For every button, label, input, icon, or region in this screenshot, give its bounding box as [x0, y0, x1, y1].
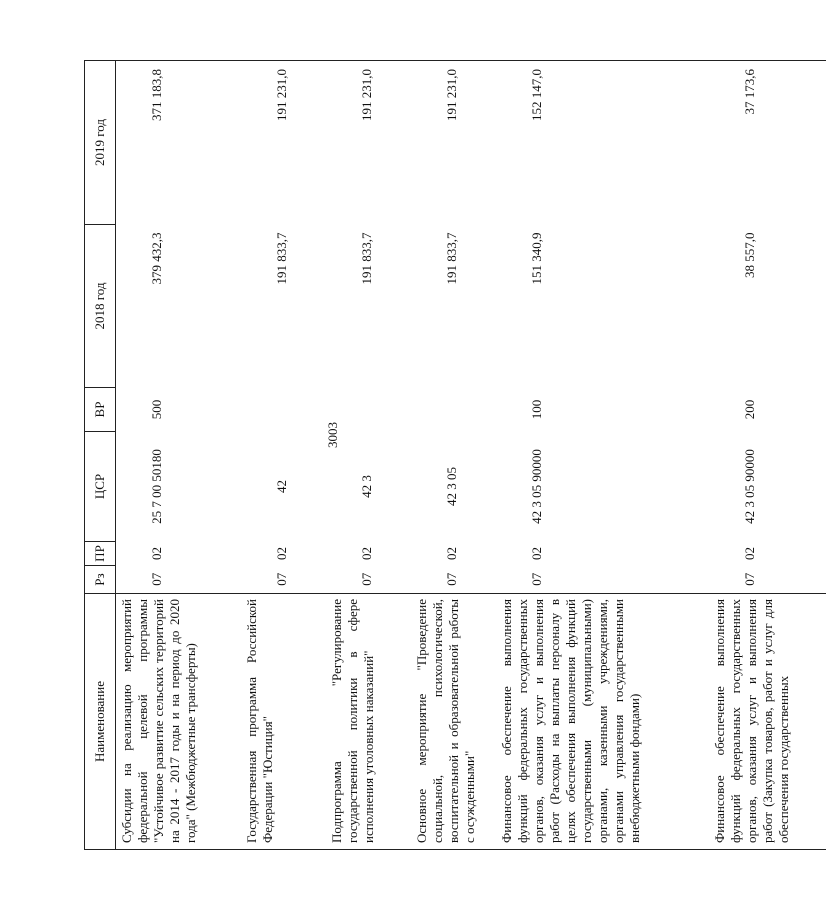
- row-vr: 200: [742, 399, 757, 420]
- row-csr: 25 7 00 50180: [149, 449, 164, 524]
- row-rz: 07: [149, 572, 164, 586]
- row-vr: [326, 388, 411, 432]
- row-2019: 152 147,0: [496, 61, 709, 225]
- row-csr: 42 3 05: [444, 467, 459, 506]
- header-2018: 2018 год: [85, 225, 116, 388]
- row-csr: 42 3 05 90000: [742, 449, 757, 524]
- row-2018: 191 833,7: [274, 232, 289, 285]
- row-2018: 191 833,7: [444, 232, 459, 285]
- budget-table: [84, 60, 826, 850]
- row-name: Финансовое обеспечение выполнения функций федеральных государственных органов, оказания услуг и выполнения работ (Закупка товаров, работ и услуг для обеспечения государственных: [709, 594, 826, 850]
- table-row: [496, 61, 709, 850]
- row-2019: 191 231,0: [241, 61, 326, 225]
- row-vr: [411, 388, 496, 432]
- header-csr: ЦСР: [85, 432, 116, 542]
- page-number: 3003: [325, 422, 340, 448]
- row-2018: 38 557,0: [742, 232, 757, 278]
- row-pr: 02: [274, 547, 289, 560]
- row-2019: 371 183,8: [116, 61, 242, 225]
- row-2018: 191 833,7: [359, 232, 374, 285]
- row-2018: 151 340,9: [529, 232, 544, 285]
- header-vr: ВР: [85, 388, 116, 432]
- row-pr: 02: [742, 547, 757, 560]
- row-pr: 02: [359, 547, 374, 560]
- row-2019: 191 231,0: [411, 61, 496, 225]
- header-rz: Рз: [85, 566, 116, 594]
- row-vr: [241, 388, 326, 432]
- row-vr: 500: [149, 399, 164, 420]
- row-name: Основное мероприятие "Проведение социальной, психологической, воспитательной и образовательной работы с осужденными": [411, 594, 496, 850]
- budget-table-rotated: [84, 61, 791, 850]
- header-pr: ПР: [85, 542, 116, 566]
- row-2019: 191 231,0: [326, 61, 411, 225]
- row-rz: 07: [274, 572, 289, 586]
- row-rz: 07: [742, 572, 757, 586]
- row-name: Финансовое обеспечение выполнения функций федеральных государственных органов, оказания услуг и выполнения работ (Расходы на выплаты персоналу в целях обеспечения выполнения функций государственными (муниципальными) органами, казенными учреждениями, органами управления государственными внебюджетными фондами): [496, 594, 709, 850]
- row-csr: 42: [274, 480, 289, 493]
- row-csr: 42 3: [359, 475, 374, 498]
- row-2019: 37 173,6: [709, 61, 826, 225]
- row-pr: 02: [529, 547, 544, 560]
- row-name: Государственная программа Российской Федерации "Юстиция": [241, 594, 326, 850]
- header-row: [85, 61, 116, 850]
- row-rz: 07: [359, 572, 374, 586]
- row-pr: 02: [444, 547, 459, 560]
- table-row: [116, 61, 242, 850]
- table-row: [411, 61, 496, 850]
- header-name: Наименование: [85, 594, 116, 850]
- row-rz: 07: [529, 572, 544, 586]
- table-row: [326, 61, 411, 850]
- row-name: Субсидии на реализацию мероприятий федеральной целевой программы "Устойчивое развитие сельских территорий на 2014 - 2017 годы и на период до 2020 года" (Межбюджетные трансферты): [116, 594, 242, 850]
- row-name: Подпрограмма "Регулирование государственной политики в сфере исполнения уголовных наказаний": [326, 594, 411, 850]
- row-csr: 42 3 05 90000: [529, 449, 544, 524]
- row-2018: 379 432,3: [149, 232, 164, 285]
- header-2019: 2019 год: [85, 61, 116, 225]
- row-vr: 100: [529, 399, 544, 420]
- table-row: [241, 61, 326, 850]
- row-pr: 02: [149, 547, 164, 560]
- row-rz: 07: [444, 572, 459, 586]
- table-row: [709, 61, 826, 850]
